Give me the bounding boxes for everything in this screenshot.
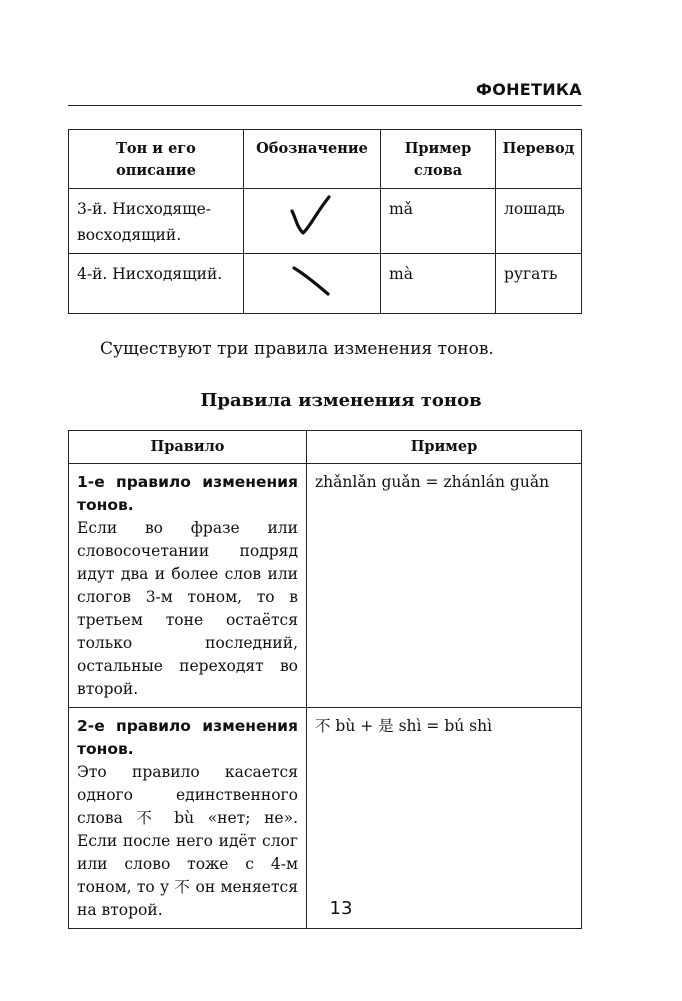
rules-section-title: Правила изменения тонов — [200, 390, 482, 411]
table-row — [69, 708, 582, 929]
tones-header-example: Пример слова — [381, 130, 496, 189]
rule-text: Это правило касается одного единственного слова 不 bù «нет; не». Если после него идёт слог или слово тоже с 4-м тоном, то у 不 он меняется на второй. — [77, 763, 298, 919]
tones-header-tone: Тон и его описание — [69, 130, 244, 189]
rules-header-example: Пример — [307, 431, 582, 464]
table-row — [69, 189, 582, 254]
page-number: 13 — [329, 898, 353, 919]
tones-table-header-row — [69, 130, 582, 189]
rule-example: 不 bù + 是 shì = bú shì — [307, 708, 582, 929]
rules-table-header-row — [69, 431, 582, 464]
tone-example-word: mǎ — [381, 189, 496, 254]
rule-cell — [69, 464, 307, 708]
body-paragraph: Существуют три правила изменения тонов. — [100, 339, 494, 359]
section-header-title: ФОНЕТИКА — [476, 80, 582, 99]
tones-table — [68, 129, 582, 314]
table-row — [69, 464, 582, 708]
tone-mark-cell — [244, 189, 381, 254]
falling-rising-tone-mark-icon — [282, 189, 342, 245]
tones-header-mark: Обозначение — [244, 130, 381, 189]
rule-heading: 1-е правило изменения тонов. — [77, 473, 298, 514]
rule-example: zhǎnlǎn guǎn = zhánlán guǎn — [307, 464, 582, 708]
falling-tone-mark-icon — [282, 254, 342, 310]
tone-description: 4-й. Нисходящий. — [69, 254, 244, 314]
tone-mark-cell — [244, 254, 381, 314]
tone-example-word: mà — [381, 254, 496, 314]
rule-heading: 2-е правило изменения тонов. — [77, 717, 298, 758]
rules-header-rule: Правило — [69, 431, 307, 464]
rule-text: Если во фразе или словосочетании подряд идут два и более слов или слогов 3-м тоном, то в третьем тоне остаётся только последний, остальные переходят во второй. — [77, 519, 298, 698]
table-row — [69, 254, 582, 314]
tone-translation: лошадь — [496, 189, 582, 254]
header-divider — [68, 105, 582, 106]
tone-translation: ругать — [496, 254, 582, 314]
rule-cell — [69, 708, 307, 929]
tones-header-translation: Перевод — [496, 130, 582, 189]
rules-table — [68, 430, 582, 929]
tone-description: 3-й. Нисходяще-восходящий. — [69, 189, 244, 254]
